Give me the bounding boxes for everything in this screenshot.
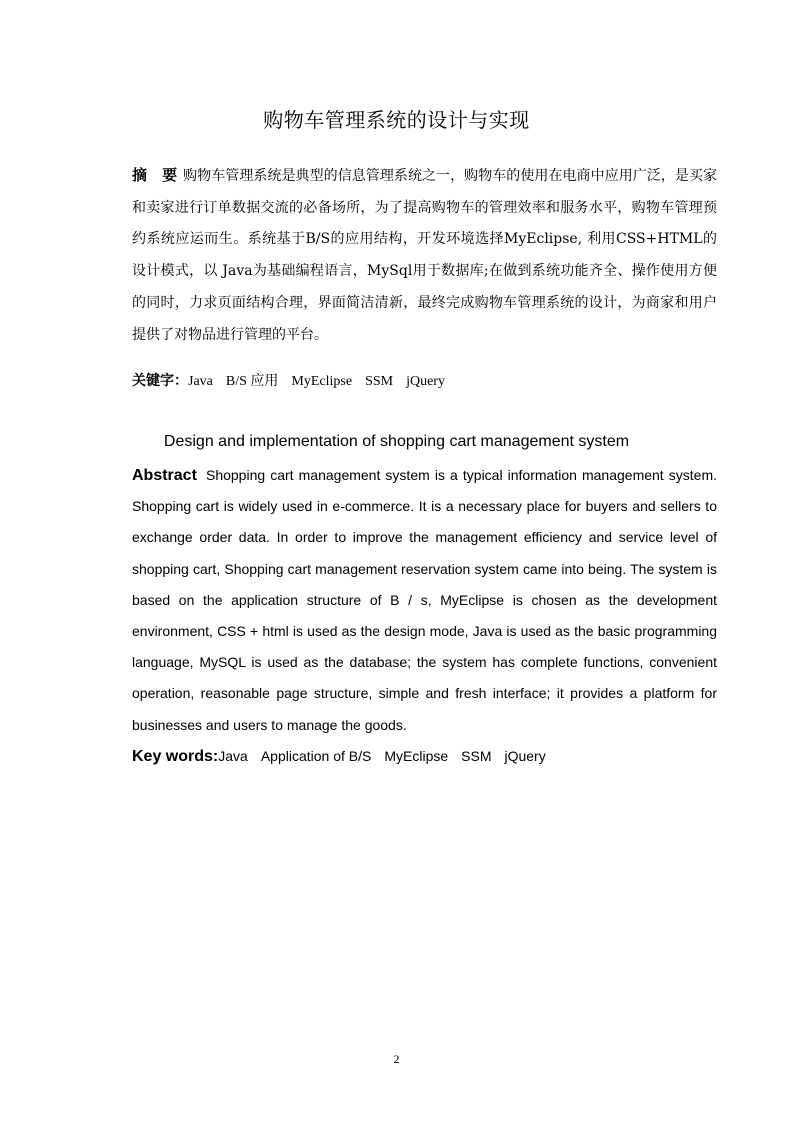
english-abstract-label: Abstract	[132, 467, 197, 484]
keyword-item: Application of B/S	[260, 748, 372, 764]
keyword-item: Java	[218, 748, 248, 764]
chinese-abstract	[132, 160, 717, 351]
keyword-item: jQuery	[406, 374, 445, 389]
chinese-abstract-text: 购物车管理系统是典型的信息管理系统之一，购物车的使用在电商中应用广泛，是买家和卖家进行订单数据交流的必备场所，为了提高购物车的管理效率和服务水平，购物车管理预约系统应运而生。系统基于B/S的应用结构，开发环境选择MyEclipse, 利用CSS+HTML的设计模式，以 Java为基础编程语言，MySql用于数据库;在做到系统功能齐全、操作使用方便的同时，力求页面结构合理，界面简洁清新，最终完成购物车管理系统的设计，为商家和用户提供了对物品进行管理的平台。	[132, 168, 717, 343]
english-keywords	[132, 744, 717, 769]
english-title: Design and implementation of shopping cart management system	[163, 433, 630, 450]
chinese-title: 购物车管理系统的设计与实现	[263, 108, 530, 132]
chinese-keywords	[132, 370, 717, 393]
page-number: 2	[393, 1052, 400, 1066]
keyword-item: SSM	[461, 748, 492, 764]
english-abstract-text: Shopping cart management system is a typical information management system. Shopping cart is widely used in e-commerce. It is a necessary place for buyers and sellers to exchange order data. In order to improve the management efficiency and service level of shopping cart, Shopping cart management reservation system came into being. The system is based on the application structure of B / s, MyEclipse is chosen as the development environment, CSS + html is used as the design mode, Java is used as the basic programming language, MySQL is used as the database; the system has complete functions, convenient operation, reasonable page structure, simple and fresh interface; it provides a platform for businesses and users to manage the goods.	[132, 467, 718, 733]
keyword-item: MyEclipse	[384, 748, 449, 764]
keyword-item: SSM	[365, 374, 394, 389]
english-abstract	[132, 460, 717, 741]
keyword-item: jQuery	[504, 748, 546, 764]
keyword-item: MyEclipse	[291, 374, 353, 389]
english-keywords-label: Key words:	[132, 748, 219, 765]
keyword-item: Java	[188, 374, 213, 389]
keyword-item: B/S 应用	[225, 374, 279, 389]
chinese-keywords-label: 关键字：	[132, 373, 188, 389]
chinese-abstract-label: 摘 要	[132, 166, 178, 184]
